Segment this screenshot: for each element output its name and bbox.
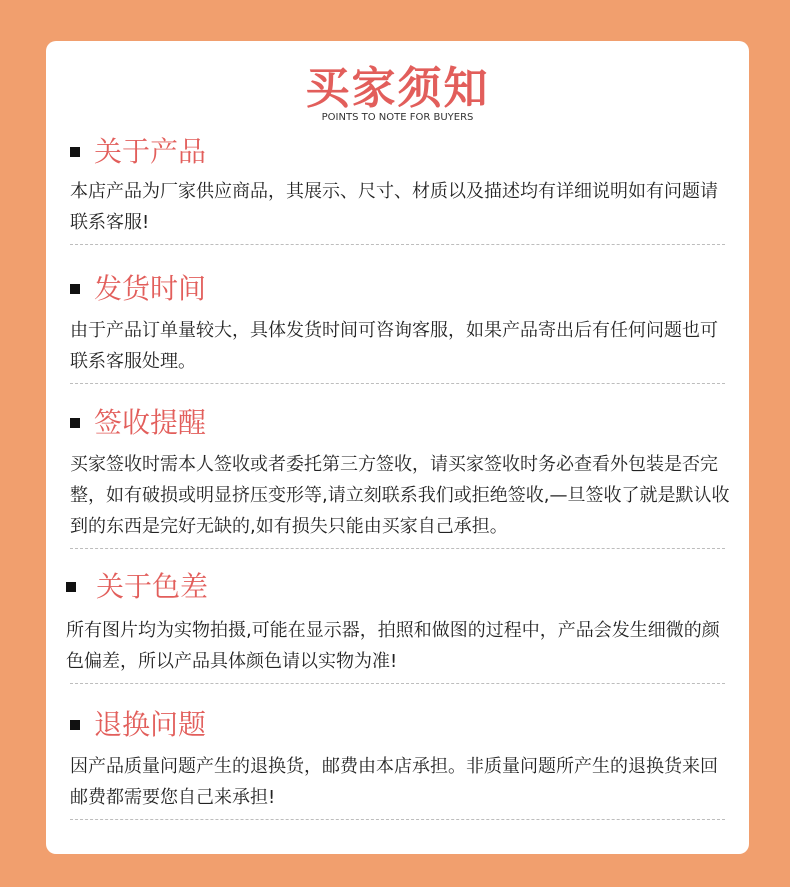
dashed-divider — [70, 548, 725, 549]
section-body: 由于产品订单量较大，具体发货时间可咨询客服，如果产品寄出后有任何问题也可联系客服处理。 — [70, 320, 718, 372]
section-heading — [70, 134, 206, 170]
dashed-divider — [70, 383, 725, 384]
section-body: 因产品质量问题产生的退换货，邮费由本店承担。非质量问题所产生的退换货来回邮费都需要您自己来承担! — [70, 756, 718, 808]
section-body: 所有图片均为实物拍摄,可能在显示器，拍照和做图的过程中，产品会发生细微的颜色偏差，所以产品具体颜色请以实物为准! — [66, 620, 720, 672]
section-body: 本店产品为厂家供应商品，其展示、尺寸、材质以及描述均有详细说明如有问题请联系客服! — [70, 181, 718, 233]
section-title: 发货时间 — [94, 272, 207, 305]
section-heading — [70, 707, 206, 743]
square-bullet-icon — [66, 582, 76, 592]
section-title: 退换问题 — [94, 708, 207, 741]
section-title: 签收提醒 — [94, 406, 207, 439]
page-title: 买家须知 — [305, 63, 490, 114]
dashed-divider — [70, 819, 725, 820]
section-heading — [70, 405, 206, 441]
notice-card — [46, 41, 749, 854]
section-heading — [66, 569, 208, 605]
section-body: 买家签收时需本人签收或者委托第三方签收，请买家签收时务必查看外包装是否完整，如有破损或明显挤压变形等,请立刻联系我们或拒绝签收,—旦签收了就是默认收到的东西是完好无缺的,如有损失只能由买家自己承担。 — [70, 454, 730, 537]
square-bullet-icon — [70, 720, 80, 730]
square-bullet-icon — [70, 418, 80, 428]
page-subtitle: POINTS TO NOTE FOR BUYERS — [321, 112, 474, 123]
dashed-divider — [70, 683, 725, 684]
section-title: 关于色差 — [96, 570, 209, 603]
section-title: 关于产品 — [94, 135, 207, 168]
section-heading — [70, 271, 206, 307]
dashed-divider — [70, 244, 725, 245]
square-bullet-icon — [70, 147, 80, 157]
square-bullet-icon — [70, 284, 80, 294]
